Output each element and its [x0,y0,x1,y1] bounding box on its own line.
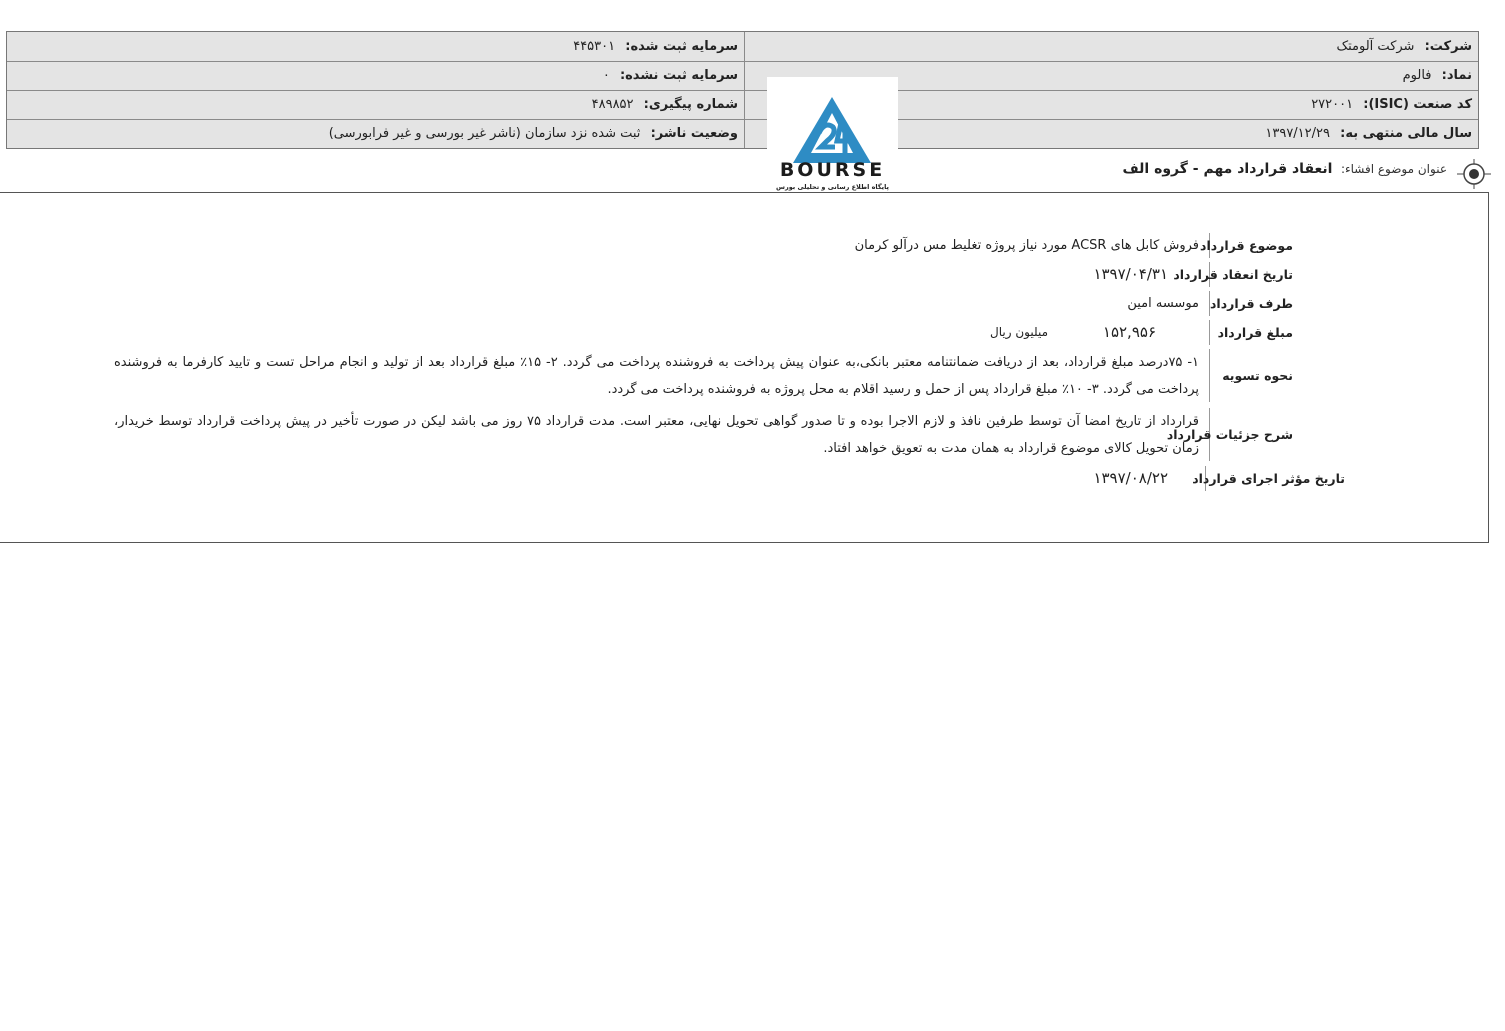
logo-text: BOURSE [779,159,886,181]
company-cell [743,32,1478,61]
fiscal-year-value: ۱۳۹۷/۱۲/۲۹ [1265,126,1330,141]
detail-value: موسسه امین [1127,296,1199,311]
disclosure-subject-bar [0,159,1505,189]
detail-label: نحوه تسویه [1209,349,1293,402]
logo-triangle-icon [767,77,898,167]
detail-value: ۱- ۷۵درصد مبلغ قرارداد، بعد از دریافت ضمانتنامه معتبر بانکی،به عنوان پیش پرداخت به فروشنده پرداخت می گردد. ۲- ۱۵٪ مبلغ قرارداد بعد از تولید و انجام مراحل تست و تایید کارفرما به فروشنده پرداخت می گردد. ۳- ۱۰٪ مبلغ قرارداد پس از حمل و رسید اقلام به محل پروژه به فروشنده پرداخت می گردد. [114,355,1199,397]
detail-value: قرارداد از تاریخ امضا آن توسط طرفین نافذ و لازم الاجرا بوده و تا صدور گواهی تحویل نهایی، معتبر است. مدت قرارداد ۷۵ روز می باشد لیکن در صورت تأخیر در پیش پرداخت قرارداد توسط خریدار، زمان تحویل کالای موضوع قرارداد به همان مدت به تعویق خواهد افتاد. [114,414,1199,456]
detail-value: ۱۳۹۷/۰۴/۳۱ [1093,265,1168,283]
symbol-value: فالوم [1402,68,1432,83]
company-info-table [6,31,1479,149]
company-label: شرکت: [1424,39,1472,54]
detail-value: فروش کابل های ACSR مورد نیاز پروژه تغلیط مس درآلو کرمان [854,238,1199,253]
company-value: شرکت آلومتک [1336,39,1415,54]
disclosure-subject [1122,161,1447,177]
info-row-isic [7,90,1478,120]
symbol-label: نماد: [1441,68,1472,83]
detail-label: موضوع قرارداد [1209,233,1293,258]
publisher-status-label: وضعیت ناشر: [650,126,738,141]
isic-label: کد صنعت (ISIC): [1363,97,1472,112]
disclosure-subject-label: عنوان موضوع افشاء: [1340,162,1447,176]
registered-capital-value: ۴۴۵۳۰۱ [573,39,616,54]
disclosure-subject-value: انعقاد قرارداد مهم - گروه الف [1122,161,1333,177]
contract-amount-unit: میلیون ریال [990,325,1048,339]
info-row-symbol [7,61,1478,91]
contract-details [0,192,1489,543]
detail-label: تاریخ انعقاد قرارداد [1209,262,1293,287]
target-icon [1457,159,1491,189]
detail-label: طرف قرارداد [1209,291,1293,316]
unregistered-capital-cell [7,61,745,90]
publisher-status-value: ثبت شده نزد سازمان (ناشر غیر بورسی و غیر فرابورسی) [328,126,641,141]
contract-amount-value: ۱۵۲,۹۵۶ [1102,323,1156,341]
detail-label: شرح جزئیات قرارداد [1209,408,1293,461]
info-row-fiscal-year [7,119,1478,148]
tracking-number-value: ۴۸۹۸۵۲ [591,97,634,112]
publisher-status-cell [7,119,745,148]
info-row-company [7,32,1478,62]
detail-value: ۱۳۹۷/۰۸/۲۲ [1093,469,1168,487]
logo-subtitle: پایگاه اطلاع رسانی و تحلیلی بورس [776,183,889,191]
tracking-number-cell [7,90,745,119]
unregistered-capital-value: ۰ [602,68,610,83]
unregistered-capital-label: سرمایه ثبت نشده: [619,68,738,83]
detail-label: مبلغ قرارداد [1209,320,1293,345]
detail-label: تاریخ مؤثر اجرای قرارداد [1205,466,1345,491]
registered-capital-cell [7,32,745,61]
registered-capital-label: سرمایه ثبت شده: [625,39,738,54]
isic-value: ۲۷۲۰۰۱ [1311,97,1354,112]
fiscal-year-label: سال مالی منتهی به: [1340,126,1472,141]
tracking-number-label: شماره پیگیری: [643,97,738,112]
